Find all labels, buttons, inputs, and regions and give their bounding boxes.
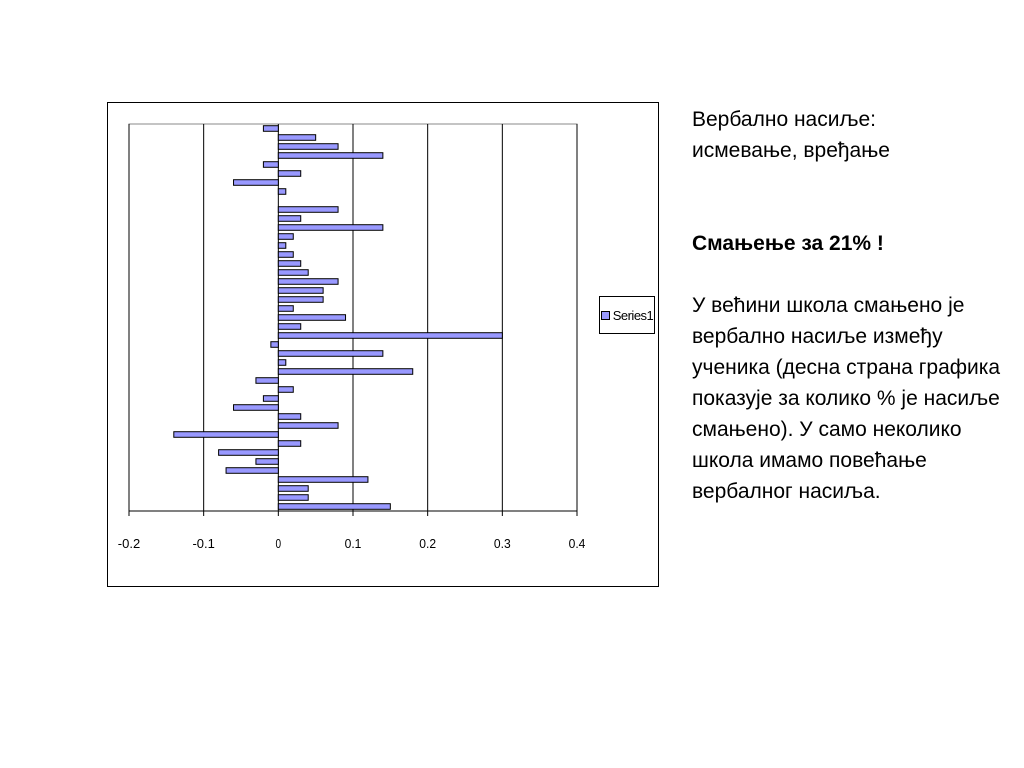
bar <box>278 288 323 294</box>
chart-frame <box>107 102 659 587</box>
bar <box>278 369 412 375</box>
x-tick-label-0: -0.2 <box>117 536 141 551</box>
bar <box>278 279 338 285</box>
bar <box>263 162 278 168</box>
bar <box>278 270 308 276</box>
x-tick-label-5: 0.3 <box>493 536 511 551</box>
bar <box>278 306 293 312</box>
bar <box>278 135 315 141</box>
bar <box>278 360 285 366</box>
bar <box>278 333 502 339</box>
subtitle-line-2: исмевање, вређање <box>692 139 890 162</box>
x-tick-label-6: 0.4 <box>568 536 586 551</box>
bar <box>278 297 323 303</box>
bar <box>278 486 308 492</box>
bar <box>278 504 390 510</box>
bar <box>278 387 293 393</box>
x-tick-label-4: 0.2 <box>419 536 437 551</box>
bar <box>278 477 368 483</box>
bar <box>278 414 300 420</box>
bar <box>278 423 338 429</box>
bar <box>234 180 279 186</box>
bar <box>278 216 300 222</box>
bar <box>278 234 293 240</box>
bar <box>174 432 279 438</box>
x-tick-label-2: 0 <box>275 536 282 551</box>
bar <box>278 261 300 267</box>
bar <box>219 450 279 456</box>
text-panel <box>692 104 1012 507</box>
reduction-highlight: Смањење за 21% ! <box>692 232 884 255</box>
subtitle <box>692 104 1012 166</box>
bar <box>278 351 383 357</box>
bar <box>278 315 345 321</box>
bar <box>278 324 300 330</box>
legend-label: Series1 <box>612 307 654 323</box>
bar <box>278 243 285 249</box>
bar <box>278 495 308 501</box>
bar <box>226 468 278 474</box>
bar <box>234 405 279 411</box>
x-tick-label-1: -0.1 <box>192 536 215 551</box>
bar <box>278 207 338 213</box>
bar <box>278 153 383 159</box>
x-tick-label-3: 0.1 <box>344 536 362 551</box>
bar <box>271 342 278 348</box>
bar <box>263 126 278 132</box>
bar <box>278 171 300 177</box>
legend <box>599 296 655 334</box>
subtitle-line-1: Вербално насиље: <box>692 108 877 131</box>
bar <box>278 144 338 150</box>
bar <box>278 252 293 258</box>
legend-swatch <box>601 311 610 320</box>
bar <box>278 441 300 447</box>
description-paragraph: У већини школа смањено је вербално насиље између ученика (десна страна графика показује за колико % је насиље смањено). У само неколико школа имамо повећање вербалног насиља. <box>692 294 1001 503</box>
bar <box>256 459 278 465</box>
bar <box>278 189 285 195</box>
bar <box>263 396 278 402</box>
bar <box>278 225 383 231</box>
bar <box>256 378 278 384</box>
bar-chart <box>108 103 660 588</box>
